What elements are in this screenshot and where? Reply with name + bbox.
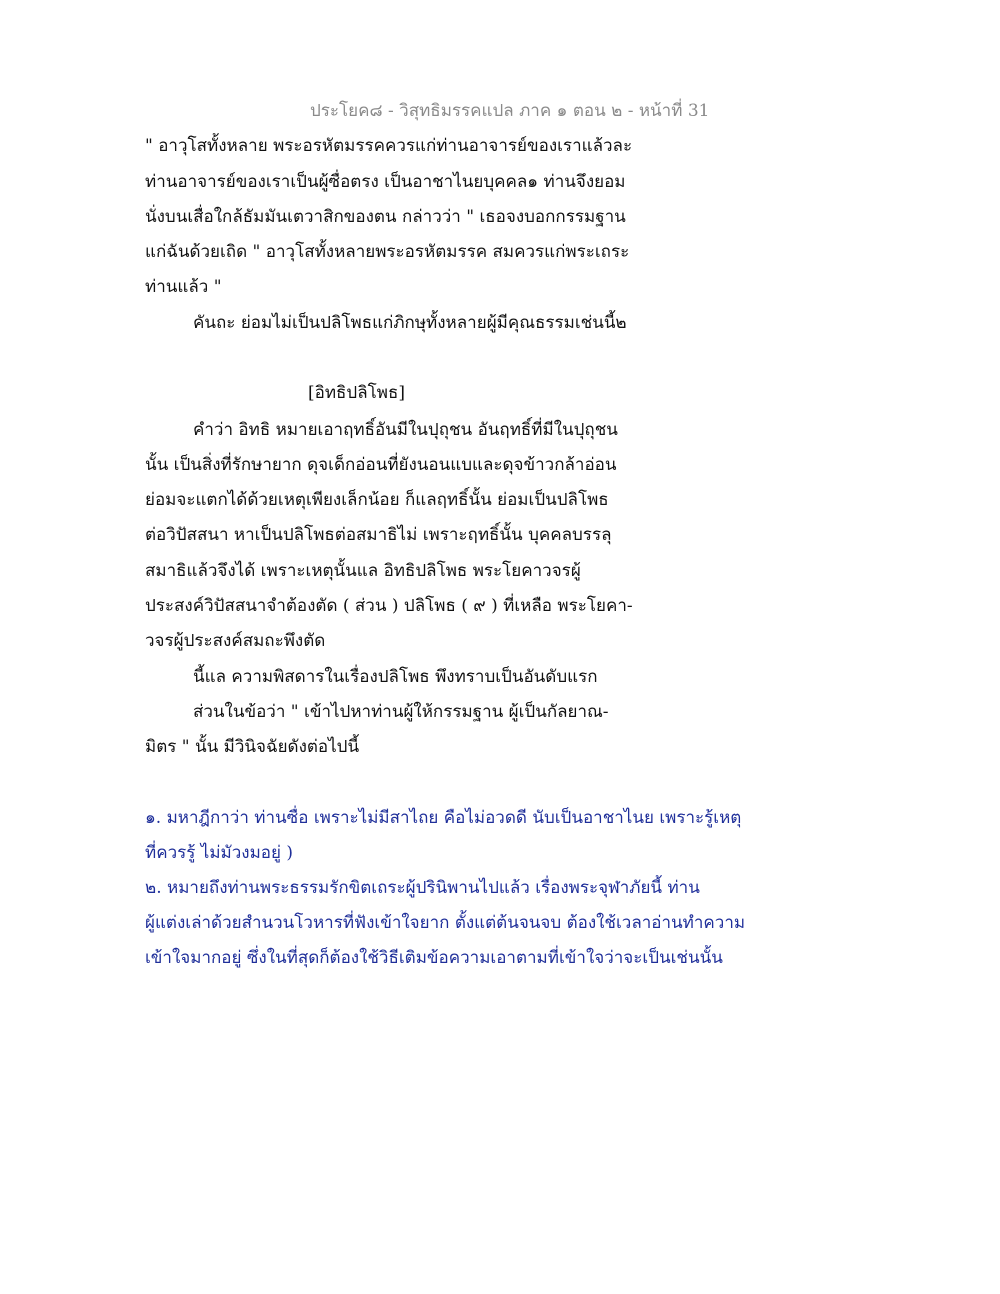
section-line-1: คำว่า อิทธิ หมายเอาฤทธิ์อันมีในปุถุชน อันฤทธิ์ที่มีในปุถุชน <box>193 420 618 440</box>
body-line-5: ท่านแล้ว " <box>145 277 222 297</box>
footnote-2-line-2: ผู้แต่งเล่าด้วยสำนวนโวหารที่ฟังเข้าใจยาก ตั้งแต่ต้นจนจบ ต้องใช้เวลาอ่านทำความ <box>145 913 746 933</box>
body-line-4: แก่ฉันด้วยเถิด " อาวุโสทั้งหลายพระอรหัตมรรค สมควรแก่พระเถระ <box>145 242 630 262</box>
section-line-8: นี้แล ความพิสดารในเรื่องปลิโพธ พึงทราบเป็นอันดับแรก <box>193 667 598 687</box>
section-line-7: วจรผู้ประสงค์สมถะพึงตัด <box>145 631 326 651</box>
footnote-2-line-3: เข้าใจมากอยู่ ซึ่งในที่สุดก็ต้องใช้วิธีเติมข้อความเอาตามที่เข้าใจว่าจะเป็นเช่นนั้น <box>145 948 723 968</box>
page-header: ประโยค๘ - วิสุทธิมรรคแปล ภาค ๑ ตอน ๒ - หน้าที่ 31 <box>310 101 710 121</box>
section-line-6: ประสงค์วิปัสสนาจำต้องตัด ( ส่วน ) ปลิโพธ ( ๙ ) ที่เหลือ พระโยคา- <box>145 596 633 616</box>
body-line-1: " อาวุโสทั้งหลาย พระอรหัตมรรคควรแก่ท่านอาจารย์ของเราแล้วละ <box>145 136 633 156</box>
footnote-2-line-1: ๒. หมายถึงท่านพระธรรมรักขิตเถระผู้ปรินิพานไปแล้ว เรื่องพระจุฬาภัยนี้ ท่าน <box>145 878 700 898</box>
body-line-2: ท่านอาจารย์ของเราเป็นผู้ซื่อตรง เป็นอาชาไนยบุคคล๑ ท่านจึงยอม <box>145 172 626 192</box>
body-line-6: คันถะ ย่อมไม่เป็นปลิโพธแก่ภิกษุทั้งหลายผู้มีคุณธรรมเช่นนี้๒ <box>193 313 627 333</box>
section-line-5: สมาธิแล้วจึงได้ เพราะเหตุนั้นแล อิทธิปลิโพธ พระโยคาวจรผู้ <box>145 561 581 581</box>
footnote-1-line-1: ๑. มหาฎีกาว่า ท่านซื่อ เพราะไม่มีสาไถย คือไม่อวดดี นับเป็นอาชาไนย เพราะรู้เหตุ <box>145 808 742 828</box>
section-line-9: ส่วนในข้อว่า " เข้าไปหาท่านผู้ให้กรรมฐาน ผู้เป็นกัลยาณ- <box>193 702 609 722</box>
section-line-3: ย่อมจะแตกได้ด้วยเหตุเพียงเล็กน้อย ก็แลฤทธิ์นั้น ย่อมเป็นปลิโพธ <box>145 490 609 510</box>
section-title: [อิทธิปลิโพธ] <box>308 383 405 403</box>
footnote-1-line-2: ที่ควรรู้ ไม่มัวงมอยู่ ) <box>145 843 294 863</box>
section-line-2: นั้น เป็นสิ่งที่รักษายาก ดุจเด็กอ่อนที่ยังนอนแบและดุจข้าวกล้าอ่อน <box>145 455 617 475</box>
section-line-4: ต่อวิปัสสนา หาเป็นปลิโพธต่อสมาธิไม่ เพราะฤทธิ์นั้น บุคคลบรรลุ <box>145 525 612 545</box>
section-line-10: มิตร " นั้น มีวินิจฉัยดังต่อไปนี้ <box>145 737 360 757</box>
body-line-3: นั่งบนเสื่อใกล้ธัมมันเตวาสิกของตน กล่าวว่า " เธอจงบอกกรรมฐาน <box>145 207 626 227</box>
